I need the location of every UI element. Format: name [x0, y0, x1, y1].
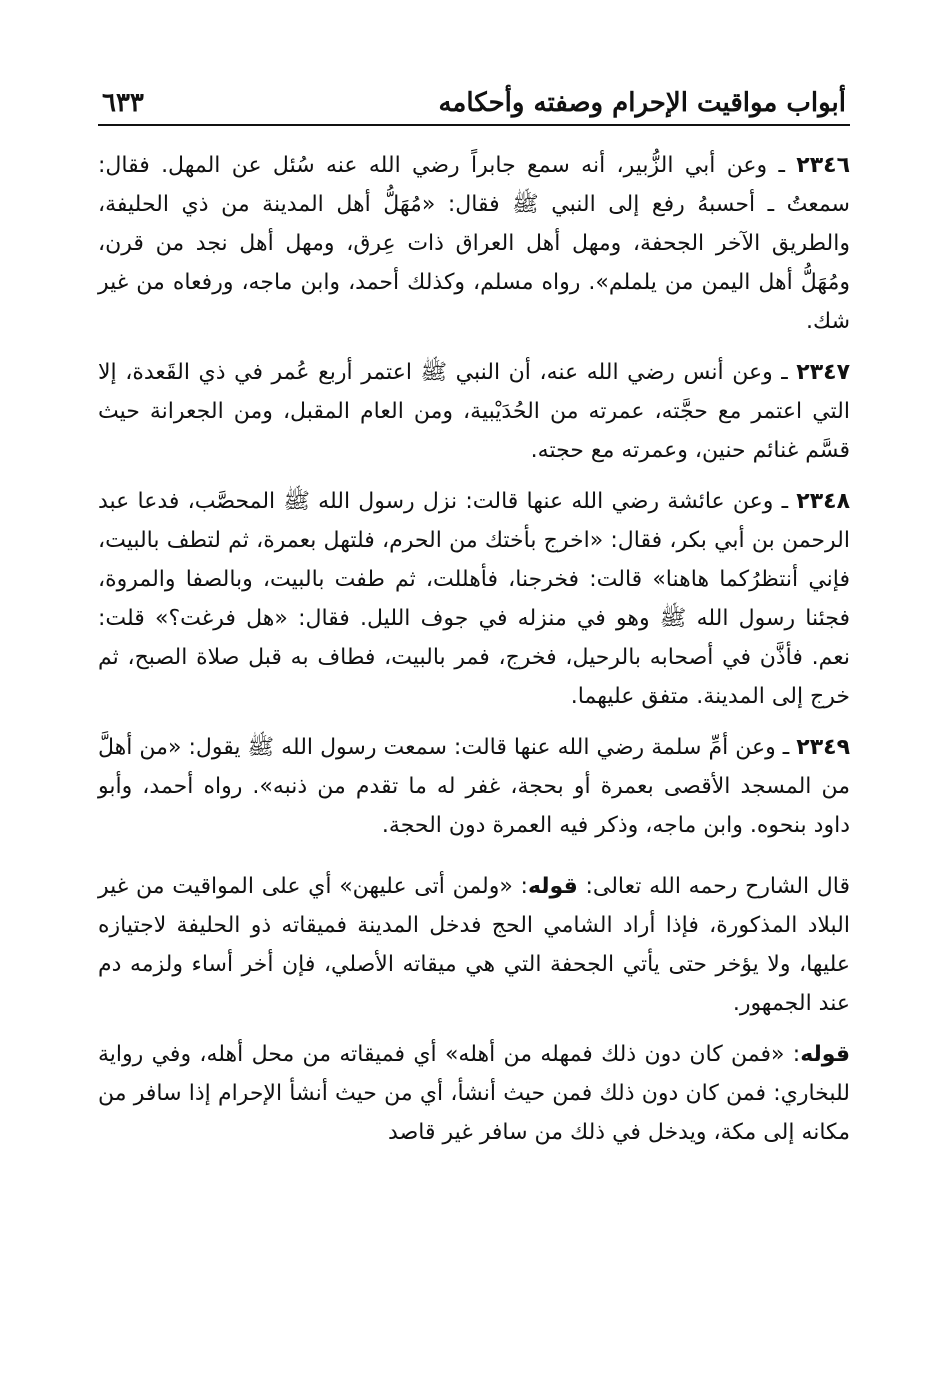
- hadith-2349: [98, 728, 850, 845]
- commentary-intro: قال الشارح رحمه الله تعالى:: [577, 874, 850, 899]
- body-text: [98, 146, 850, 1152]
- hadith-number: ٢٣٤٧: [796, 360, 850, 385]
- page-number: ٦٣٣: [102, 88, 144, 118]
- hadith-number: ٢٣٤٦: [796, 153, 850, 178]
- hadith-number: ٢٣٤٩: [796, 735, 850, 760]
- hadith-text: ـ وعن عائشة رضي الله عنها قالت: نزل رسول الله ﷺ المحصَّب، فدعا عبد الرحمن بن أبي بكر، فقال: «اخرج بأختك من الحرم، فلتهل بعمرة، ثم لتطف بالبيت، فإني أنتظرُكما هاهنا» قالت: فخرجنا، فأهللت، ثم طفت بالبيت، وبالصفا والمروة، فجئنا رسول الله ﷺ وهو في منزله في جوف الليل. فقال: «هل فرغت؟» قلت: نعم. فأذَّن في أصحابه بالرحيل، فخرج، فمر بالبيت، فطاف به قبل صلاة الصبح، ثم خرج إلى المدينة. متفق عليهما.: [98, 489, 850, 709]
- running-header: [98, 80, 850, 126]
- commentary-keyword: قوله: [527, 874, 578, 899]
- commentary-keyword: قوله: [800, 1042, 850, 1067]
- hadith-text: ـ وعن أمِّ سلمة رضي الله عنها قالت: سمعت رسول الله ﷺ يقول: «من أهلَّ من المسجد الأقصى بعمرة أو بحجة، غفر له ما تقدم من ذنبه». رواه أحمد، وأبو داود بنحوه. وابن ماجه، وذكر فيه العمرة دون الحجة.: [98, 735, 850, 838]
- hadith-text: ـ وعن أبي الزُّبير، أنه سمع جابراً رضي الله عنه سُئل عن المهل. فقال: سمعتُ ـ أحسبهُ رفع إلى النبي ﷺ فقال: «مُهَلُّ أهل المدينة من ذي الحليفة، والطريق الآخر الجحفة، ومهل أهل العراق ذات عِرق، ومهل أهل نجد من قرن، ومُهَلُّ أهل اليمن من يلملم». رواه مسلم، وكذلك أحمد، وابن ماجه، ورفعاه من غير شك.: [98, 153, 850, 334]
- commentary-paragraph: [98, 867, 850, 1023]
- commentary-paragraph: [98, 1035, 850, 1152]
- chapter-title: أبواب مواقيت الإحرام وصفته وأحكامه: [438, 88, 846, 118]
- hadith-number: ٢٣٤٨: [796, 489, 850, 514]
- hadith-text: ـ وعن أنس رضي الله عنه، أن النبي ﷺ اعتمر أربع عُمر في ذي القَعدة، إلا التي اعتمر مع حجَّته، عمرته من الحُدَيْبية، ومن العام المقبل، ومن الجعرانة حيث قسَّم غنائم حنين، وعمرته مع حجته.: [98, 360, 850, 463]
- hadith-2348: [98, 482, 850, 716]
- commentary-text: : «ولمن أتى عليهن» أي على المواقيت من غير البلاد المذكورة، فإذا أراد الشامي الحج فدخل المدينة فميقاته ذو الحليفة لاجتيازه عليها، ولا يؤخر حتى يأتي الجحفة التي هي ميقاته الأصلي، فإن أخر أساء ولزمه دم عند الجمهور.: [98, 874, 850, 1016]
- commentary-text: : «فمن كان دون ذلك فمهله من أهله» أي فميقاته من محل أهله، وفي رواية للبخاري: فمن كان دون ذلك فمن حيث أنشأ، أي من حيث أنشأ الإحرام إذا سافر من مكانه إلى مكة، ويدخل في ذلك من سافر غير قاصد: [98, 1042, 850, 1145]
- book-page: [98, 80, 850, 1164]
- hadith-2347: [98, 353, 850, 470]
- hadith-2346: [98, 146, 850, 341]
